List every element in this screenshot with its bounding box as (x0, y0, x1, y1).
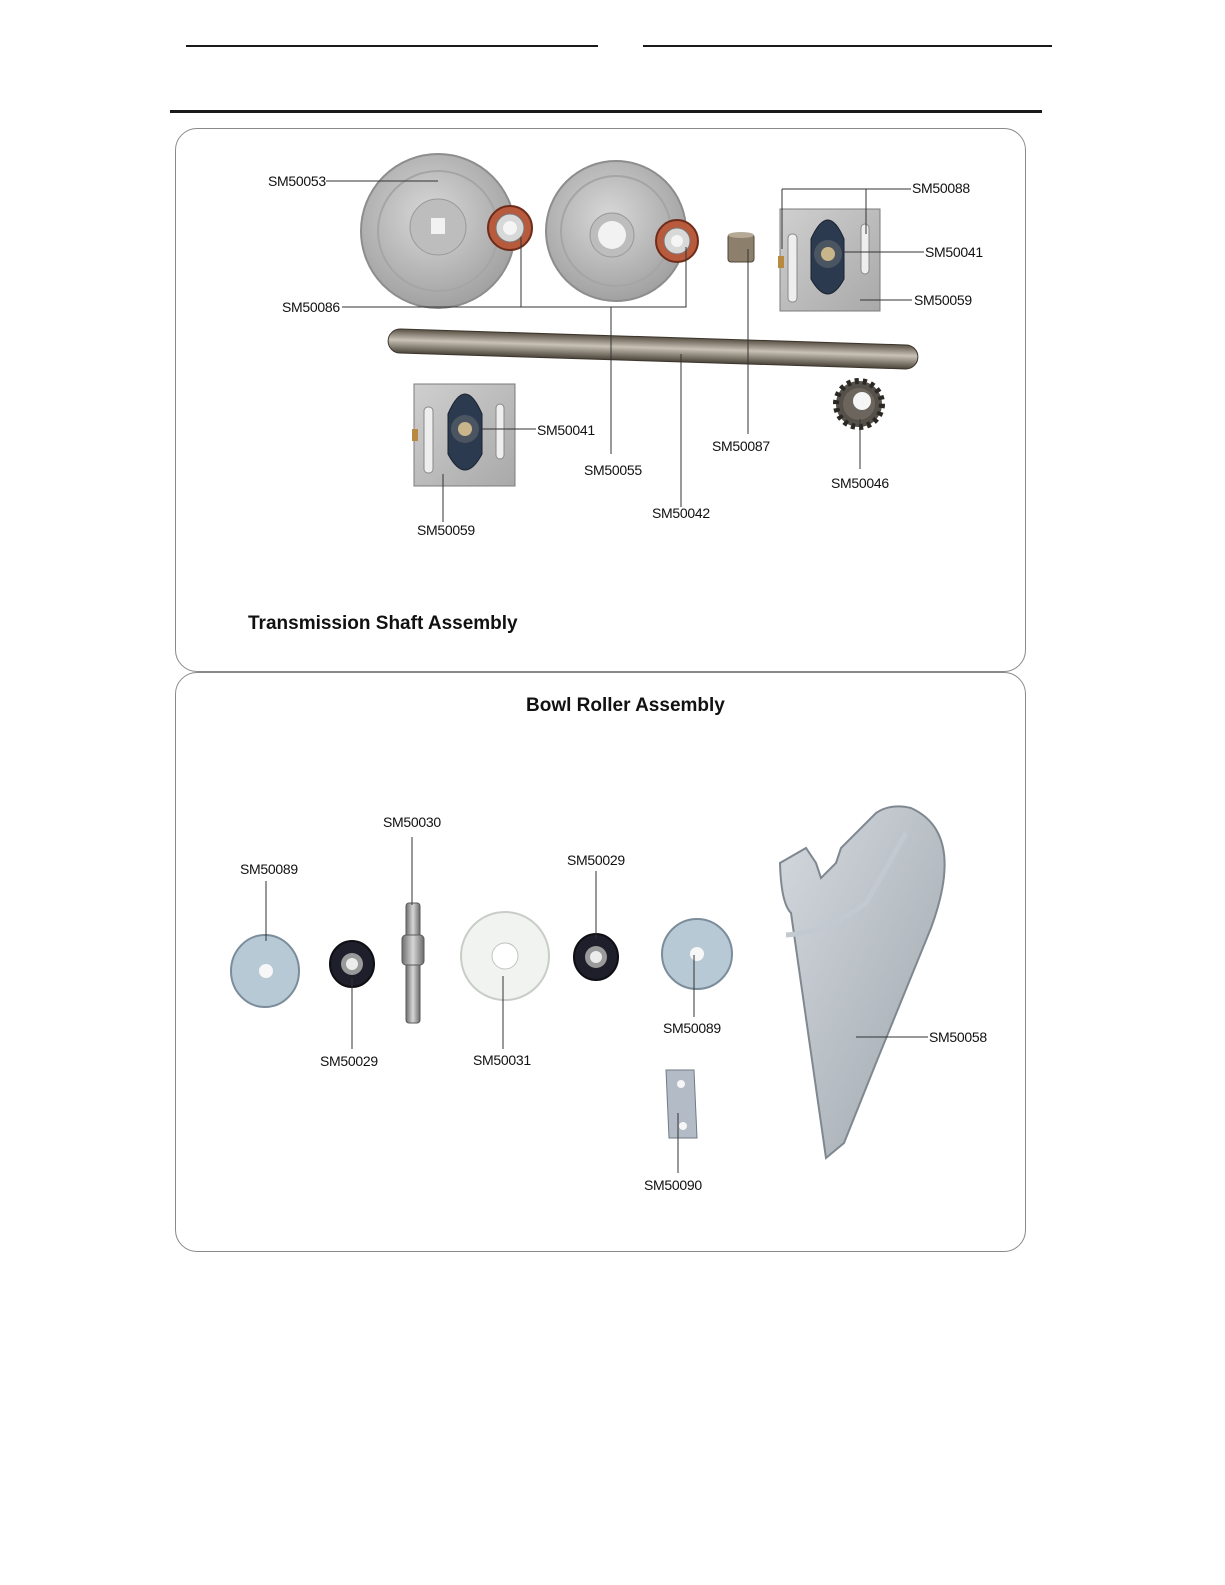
bearing-plate-part-bottom (412, 384, 515, 486)
transmission-title: Transmission Shaft Assembly (248, 613, 518, 634)
bracket-part (780, 806, 945, 1158)
label-shaft: SM50042 (652, 505, 710, 521)
washer-part-right (662, 919, 732, 989)
header-rule-left (186, 45, 598, 47)
sprocket-part (836, 381, 882, 427)
bushing-part (728, 232, 754, 262)
label-roller: SM50031 (473, 1052, 531, 1068)
label-axle: SM50030 (383, 814, 441, 830)
label-plate-top: SM50059 (914, 292, 972, 308)
roller-part (461, 912, 549, 1000)
bearing-part-left (488, 206, 532, 250)
label-bearing-bottom: SM50041 (537, 422, 595, 438)
label-motor-pulley: SM50053 (268, 173, 326, 189)
label-bracket: SM50058 (929, 1029, 987, 1045)
label-bearing-top: SM50041 (925, 244, 983, 260)
washer-part-left (231, 935, 299, 1007)
label-shaft-pulley: SM50055 (584, 462, 642, 478)
label-link-plate: SM50090 (644, 1177, 702, 1193)
bowl-roller-title: Bowl Roller Assembly (526, 695, 725, 716)
transmission-shaft-panel (175, 128, 1026, 672)
label-spacers: SM50088 (912, 180, 970, 196)
bearing-part-right (656, 220, 698, 262)
shaft-part (388, 329, 918, 370)
label-bearing-right: SM50029 (567, 852, 625, 868)
label-washer-left: SM50089 (240, 861, 298, 877)
header-rule-right (643, 45, 1052, 47)
label-plate-bottom: SM50059 (417, 522, 475, 538)
header-rule-main (170, 110, 1042, 113)
axle-part (402, 903, 424, 1023)
label-bearing-left: SM50029 (320, 1053, 378, 1069)
link-plate-part (666, 1070, 697, 1138)
label-bushing: SM50087 (712, 438, 770, 454)
bowl-roller-illustration (176, 673, 1025, 1251)
transmission-shaft-illustration (176, 129, 1025, 671)
bearing-plate-part-top (778, 209, 880, 311)
label-washer-right: SM50089 (663, 1020, 721, 1036)
label-bearings: SM50086 (282, 299, 340, 315)
bearing-part-roller-right (574, 934, 618, 980)
bowl-roller-panel (175, 672, 1026, 1252)
label-sprocket: SM50046 (831, 475, 889, 491)
